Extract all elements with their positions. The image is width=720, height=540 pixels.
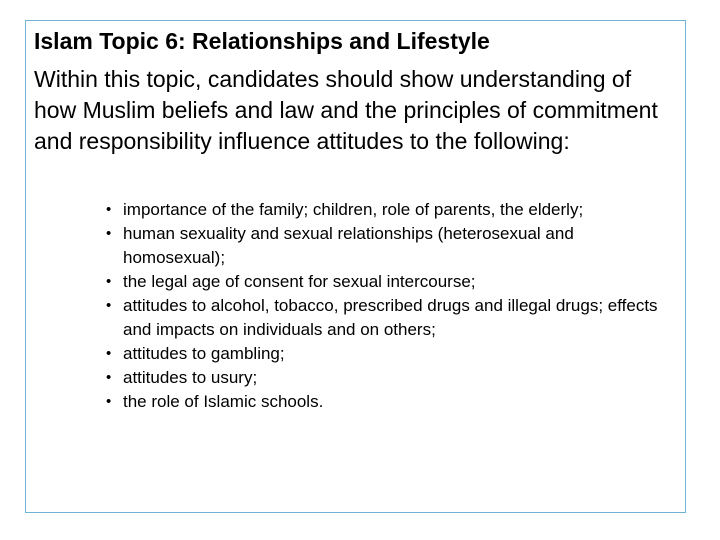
bullet-icon: •	[106, 297, 112, 314]
bullet-icon: •	[106, 369, 112, 386]
list-item-text: attitudes to usury;	[123, 368, 258, 387]
list-item	[106, 342, 666, 366]
bullet-icon: •	[106, 201, 112, 218]
bullet-icon: •	[106, 345, 112, 362]
list-item	[106, 222, 666, 270]
list-item	[106, 270, 666, 294]
topic-bullet-list	[106, 198, 666, 414]
list-item	[106, 198, 666, 222]
list-item-text: importance of the family; children, role of parents, the elderly;	[123, 200, 584, 219]
list-item-text: the role of Islamic schools.	[123, 392, 324, 411]
list-item-text: human sexuality and sexual relationships (heterosexual and homosexual);	[123, 224, 574, 267]
list-item-text: the legal age of consent for sexual intercourse;	[123, 272, 476, 291]
list-item	[106, 294, 666, 342]
list-item-text: attitudes to alcohol, tobacco, prescribed drugs and illegal drugs; effects and impacts on individuals and on others;	[123, 296, 658, 339]
list-item	[106, 390, 666, 414]
list-item-text: attitudes to gambling;	[123, 344, 285, 363]
intro-paragraph: Within this topic, candidates should show understanding of how Muslim beliefs and law and the principles of commitment and responsibility influence attitudes to the following:	[34, 66, 658, 154]
bullet-icon: •	[106, 225, 112, 242]
bullet-icon: •	[106, 393, 112, 410]
bullet-icon: •	[106, 273, 112, 290]
slide-title: Islam Topic 6: Relationships and Lifestyle	[34, 28, 490, 54]
list-item	[106, 366, 666, 390]
